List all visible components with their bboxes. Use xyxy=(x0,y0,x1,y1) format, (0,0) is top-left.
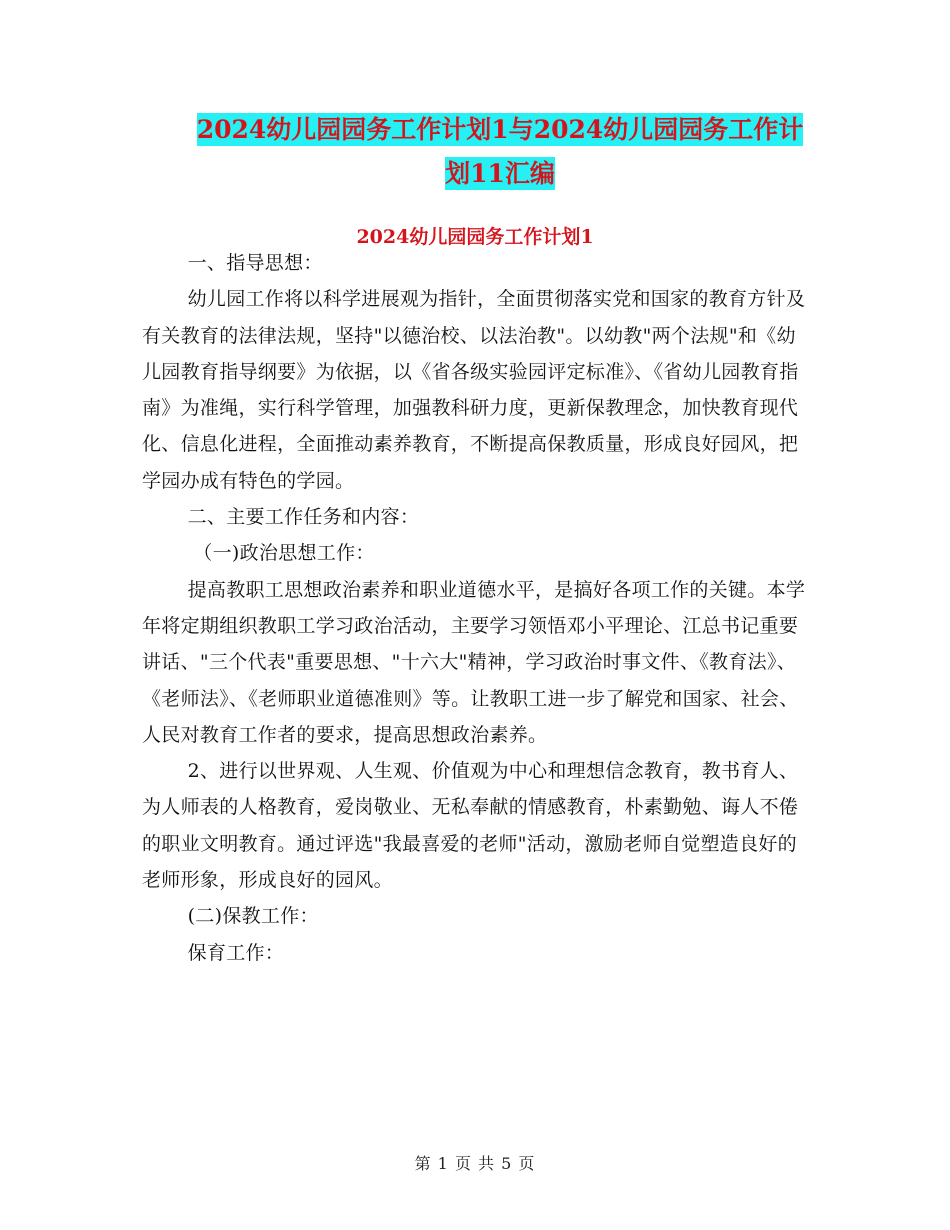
section-title: 2024幼儿园园务工作计划1 xyxy=(356,226,594,248)
document-title-line-2: 划11汇编 xyxy=(445,159,555,188)
document-title-line-1: 2024幼儿园园务工作计划1与2024幼儿园园务工作计 xyxy=(196,115,804,144)
document-title xyxy=(140,108,860,196)
page-number-footer: 第 1 页 共 5 页 xyxy=(414,1154,536,1173)
document-body xyxy=(142,245,810,971)
paragraph-values-education: 2、进行以世界观、人生观、价值观为中心和理想信念教育，教书育人、为人师表的人格教育，爱岗敬业、无私奉献的情感教育，朴素勤勉、诲人不倦的职业文明教育。通过评选"我最喜爱的老师"活动，激励老师自觉塑造良好的老师形象，形成良好的园风。 xyxy=(142,760,799,892)
heading-main-tasks: 二、主要工作任务和内容： xyxy=(187,506,420,529)
paragraph-political-work: 提高教职工思想政治素养和职业道德水平，是搞好各项工作的关键。本学年将定期组织教职工学习政治活动，主要学习领悟邓小平理论、江总书记重要讲话、"三个代表"重要思想、"十六大"精神，学习政治时事文件、《教育法》、《老师法》、《老师职业道德准则》等。让教职工进一步了解党和国家、社会、人民对教育工作者的要求，提高思想政治素养。 xyxy=(142,578,806,746)
heading-political-work: （一)政治思想工作： xyxy=(193,542,375,565)
heading-guiding-ideology: 一、指导思想： xyxy=(187,252,323,274)
heading-care-education: (二)保教工作： xyxy=(187,905,319,928)
paragraph-guiding-ideology: 幼儿园工作将以科学进展观为指针，全面贯彻落实党和国家的教育方针及有关教育的法律法规，坚持"以德治校、以法治教"。以幼教"两个法规"和《幼儿园教育指导纲要》为依据，以《省各级实验园评定标准》、《省幼儿园教育指南》为准绳，实行科学管理，加强教科研力度，更新保教理念，加快教育现代化、信息化进程，全面推动素养教育，不断提高保教质量，形成良好园风，把学园办成有特色的学园。 xyxy=(142,288,806,492)
heading-care-work: 保育工作： xyxy=(187,941,285,964)
